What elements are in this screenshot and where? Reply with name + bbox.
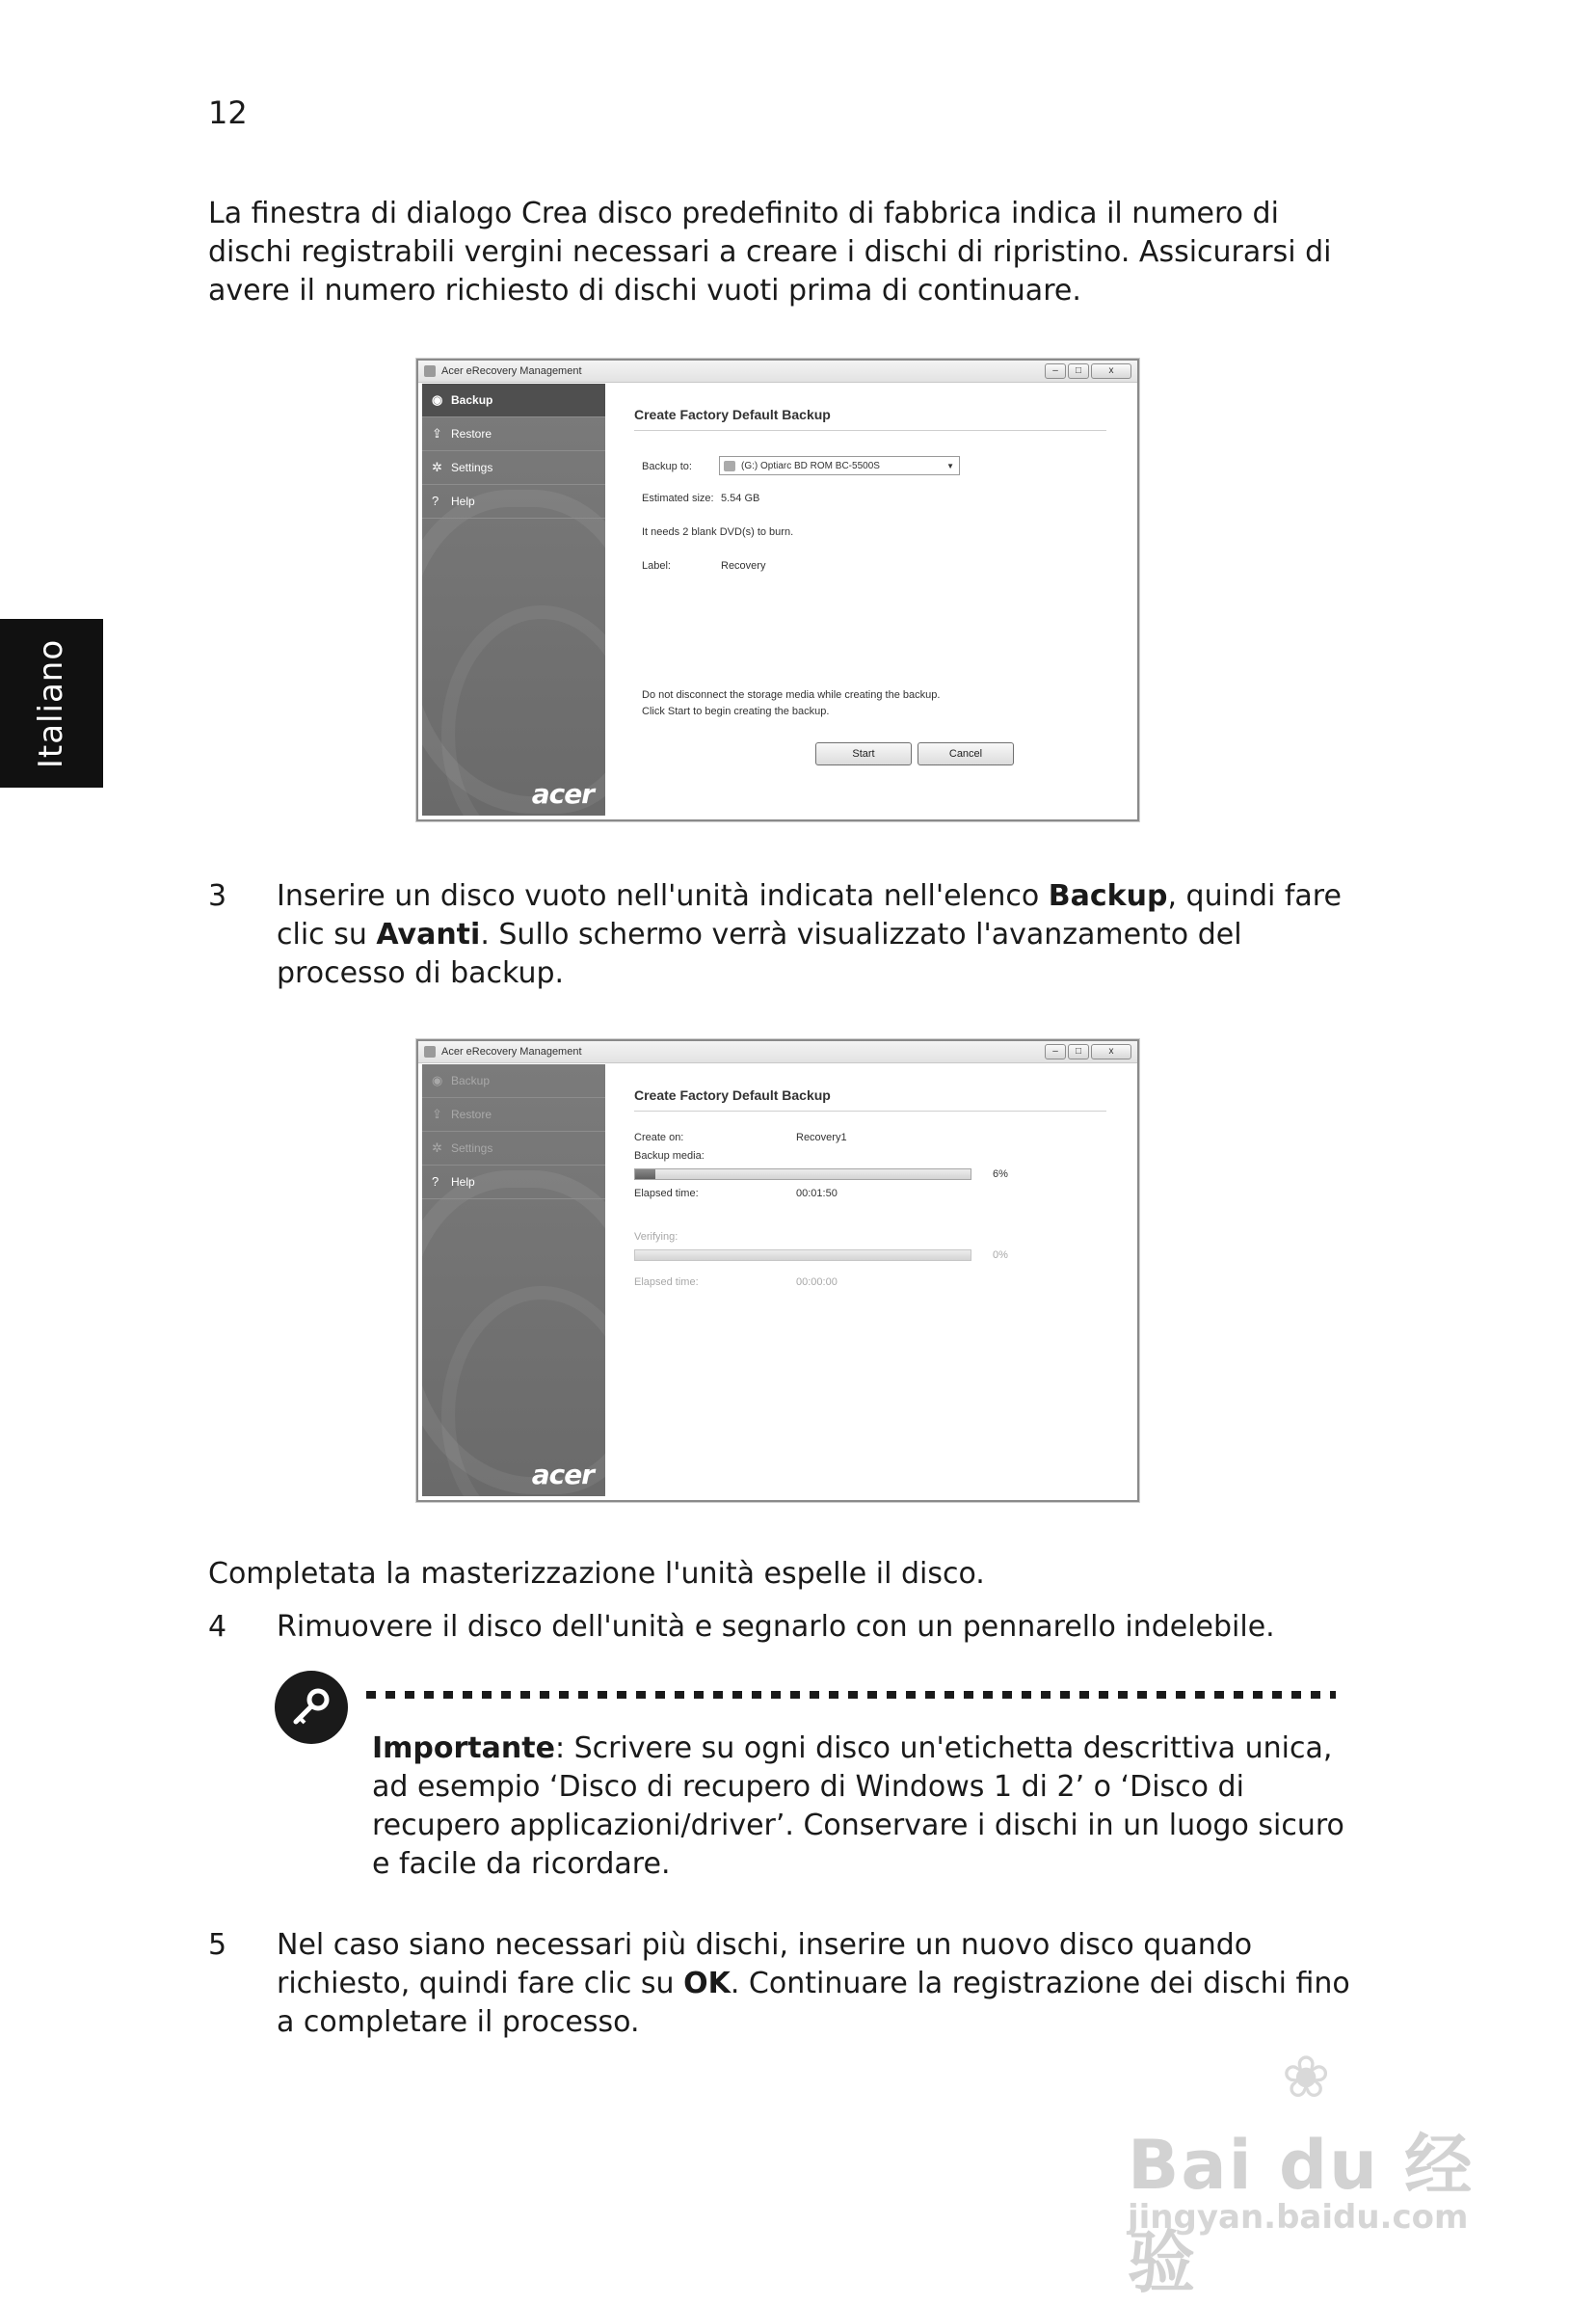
cancel-button[interactable]: Cancel	[918, 742, 1014, 765]
backup-progress-bar	[634, 1168, 971, 1180]
drive-icon	[724, 461, 735, 471]
sidebar	[422, 1064, 605, 1496]
key-icon	[275, 1671, 348, 1744]
warning-line-1: Do not disconnect the storage media while creating the backup.	[642, 689, 941, 701]
backup-media-label: Backup media:	[634, 1150, 705, 1162]
acer-logo: acer	[531, 778, 594, 810]
app-icon	[424, 1046, 436, 1058]
watermark-url: jingyan.baidu.com	[1128, 2198, 1469, 2237]
sidebar	[422, 384, 605, 816]
close-icon[interactable]: x	[1091, 363, 1131, 379]
verify-progress-bar	[634, 1249, 971, 1261]
blank-dvd-notice: It needs 2 blank DVD(s) to burn.	[642, 526, 794, 538]
warning-line-2: Click Start to begin creating the backup.	[642, 706, 830, 717]
note-divider	[366, 1691, 1336, 1699]
elapsed-time-label: Elapsed time:	[634, 1188, 699, 1199]
sidebar-item-settings[interactable]: ✲ Settings	[422, 1132, 605, 1166]
window-titlebar	[418, 361, 1137, 383]
main-panel	[607, 384, 1133, 816]
backup-percent: 6%	[993, 1168, 1008, 1180]
elapsed-time-value: 00:01:50	[796, 1188, 838, 1199]
estimated-size-label: Estimated size:	[642, 493, 714, 504]
restore-icon: ⇪	[432, 426, 442, 441]
gear-icon: ✲	[432, 1140, 442, 1155]
watermark-brand: Bai du 经验	[1128, 2126, 1475, 2302]
step-5-text: Nel caso siano necessari più dischi, inserire un nuovo disco quando richiesto, quindi fare clic su OK. Continuare la registrazione dei dischi fino a completare il processo.	[277, 1928, 1350, 2039]
completion-text: Completata la masterizzazione l'unità espelle il disco.	[208, 1557, 985, 1591]
start-button[interactable]: Start	[815, 742, 912, 765]
sidebar-item-backup[interactable]: ◉ Backup	[422, 384, 605, 417]
window-title: Acer eRecovery Management	[441, 365, 582, 377]
intro-paragraph: La finestra di dialogo Crea disco predefinito di fabbrica indica il numero di dischi registrabili vergini necessari a creare i dischi di ripristino. Assicurarsi di avere il numero richiesto di dischi vuoti prima di continuare.	[208, 197, 1332, 308]
label-value: Recovery	[721, 560, 766, 572]
screenshot-backup-setup	[416, 359, 1139, 821]
restore-icon: ⇪	[432, 1107, 442, 1121]
backup-icon: ◉	[432, 392, 443, 407]
step-number: 5	[208, 1928, 227, 1962]
maximize-icon[interactable]: □	[1068, 1044, 1089, 1059]
app-icon	[424, 365, 436, 377]
step-number: 3	[208, 879, 227, 913]
create-on-value: Recovery1	[796, 1132, 847, 1143]
verify-percent: 0%	[993, 1249, 1008, 1261]
verifying-label: Verifying:	[634, 1231, 678, 1243]
minimize-icon[interactable]: –	[1045, 1044, 1066, 1059]
side-tab-label: Italiano	[32, 638, 71, 768]
paw-icon: ❀	[1282, 2044, 1331, 2111]
sidebar-item-restore[interactable]: ⇪ Restore	[422, 417, 605, 451]
window-titlebar	[418, 1041, 1137, 1063]
sidebar-item-settings[interactable]: ✲ Settings	[422, 451, 605, 485]
elapsed-time-label-2: Elapsed time:	[634, 1276, 699, 1288]
create-on-label: Create on:	[634, 1132, 684, 1143]
important-note: Importante: Scrivere su ogni disco un'etichetta descrittiva unica, ad esempio ‘Disco di recupero di Windows 1 di 2’ o ‘Disco di recupero applicazioni/driver’. Conservare i dischi in un luogo sicuro e facile da ricordare.	[372, 1731, 1344, 1881]
panel-heading: Create Factory Default Backup	[634, 1087, 831, 1103]
backup-to-select[interactable]: (G:) Optiarc BD ROM BC-5500S ▼	[719, 456, 960, 475]
step-number: 4	[208, 1610, 227, 1644]
baidu-watermark	[1118, 2034, 1503, 2302]
window-title: Acer eRecovery Management	[441, 1046, 582, 1058]
gear-icon: ✲	[432, 460, 442, 474]
close-icon[interactable]: x	[1091, 1044, 1131, 1059]
minimize-icon[interactable]: –	[1045, 363, 1066, 379]
main-panel	[607, 1064, 1133, 1496]
sidebar-item-backup[interactable]: ◉ Backup	[422, 1064, 605, 1098]
sidebar-item-help[interactable]: ? Help	[422, 1166, 605, 1199]
elapsed-time-value-2: 00:00:00	[796, 1276, 838, 1288]
estimated-size-value: 5.54 GB	[721, 493, 760, 504]
screenshot-backup-progress	[416, 1039, 1139, 1502]
help-icon: ?	[432, 494, 439, 508]
page-number: 12	[208, 94, 248, 131]
backup-to-label: Backup to:	[642, 461, 692, 472]
sidebar-item-restore[interactable]: ⇪ Restore	[422, 1098, 605, 1132]
language-side-tab	[0, 619, 103, 788]
chevron-down-icon: ▼	[946, 462, 954, 470]
step-3-text: Inserire un disco vuoto nell'unità indicata nell'elenco Backup, quindi fare clic su Avanti. Sullo schermo verrà visualizzato l'avanzamento del processo di backup.	[277, 879, 1342, 990]
label-label: Label:	[642, 560, 671, 572]
maximize-icon[interactable]: □	[1068, 363, 1089, 379]
step-4-text: Rimuovere il disco dell'unità e segnarlo con un pennarello indelebile.	[277, 1610, 1275, 1644]
backup-icon: ◉	[432, 1073, 443, 1087]
acer-logo: acer	[531, 1459, 594, 1490]
sidebar-item-help[interactable]: ? Help	[422, 485, 605, 519]
panel-heading: Create Factory Default Backup	[634, 407, 831, 422]
help-icon: ?	[432, 1174, 439, 1189]
